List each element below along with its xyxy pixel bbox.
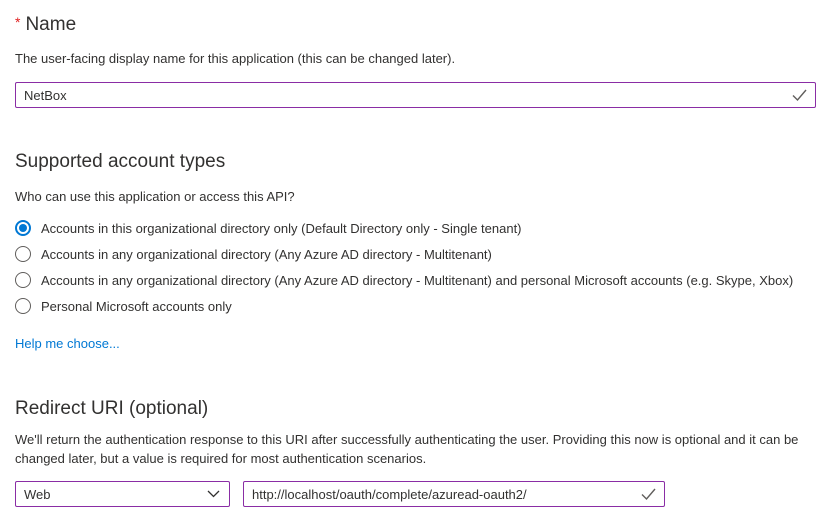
name-description: The user-facing display name for this application (this can be changed later). xyxy=(15,51,456,66)
name-section xyxy=(15,10,816,108)
radio-unselected-icon xyxy=(15,298,31,314)
name-section-title xyxy=(15,10,816,37)
account-types-question: Who can use this application or access this API? xyxy=(15,189,295,204)
radio-unselected-icon xyxy=(15,246,31,262)
name-title-text: Name xyxy=(25,14,77,35)
radio-unselected-icon xyxy=(15,272,31,288)
radio-option-multitenant-personal[interactable] xyxy=(15,267,816,293)
radio-selected-icon xyxy=(15,220,31,236)
redirect-uri-title: Redirect URI (optional) xyxy=(15,398,209,419)
redirect-uri-description: We'll return the authentication response to this URI after successfully authenticating the user. Providing this now is optional and it can be changed later, but a value is required for most authentication scenarios. xyxy=(15,432,799,466)
uri-field-wrap xyxy=(243,481,665,507)
name-field-wrap xyxy=(15,82,816,108)
account-types-title: Supported account types xyxy=(15,151,226,172)
platform-dropdown-value: Web xyxy=(24,486,51,502)
redirect-uri-row xyxy=(15,481,816,507)
radio-option-label: Personal Microsoft accounts only xyxy=(41,298,232,314)
chevron-down-icon xyxy=(207,490,220,498)
name-input[interactable] xyxy=(15,82,816,108)
account-types-section xyxy=(15,150,816,353)
account-types-radio-group xyxy=(15,215,816,319)
radio-option-label: Accounts in any organizational directory (Any Azure AD directory - Multitenant) xyxy=(41,246,492,262)
radio-option-label: Accounts in any organizational directory (Any Azure AD directory - Multitenant) and personal Microsoft accounts (e.g. Skype, Xbox) xyxy=(41,272,794,288)
help-me-choose-link[interactable]: Help me choose... xyxy=(15,336,120,351)
required-asterisk: * xyxy=(15,14,21,30)
redirect-uri-input[interactable] xyxy=(243,481,665,507)
radio-option-multitenant[interactable] xyxy=(15,241,816,267)
radio-option-personal-only[interactable] xyxy=(15,293,816,319)
redirect-uri-section xyxy=(15,397,816,507)
platform-dropdown[interactable] xyxy=(15,481,230,507)
radio-option-single-tenant[interactable] xyxy=(15,215,816,241)
radio-option-label: Accounts in this organizational directory only (Default Directory only - Single tenant) xyxy=(41,220,522,236)
